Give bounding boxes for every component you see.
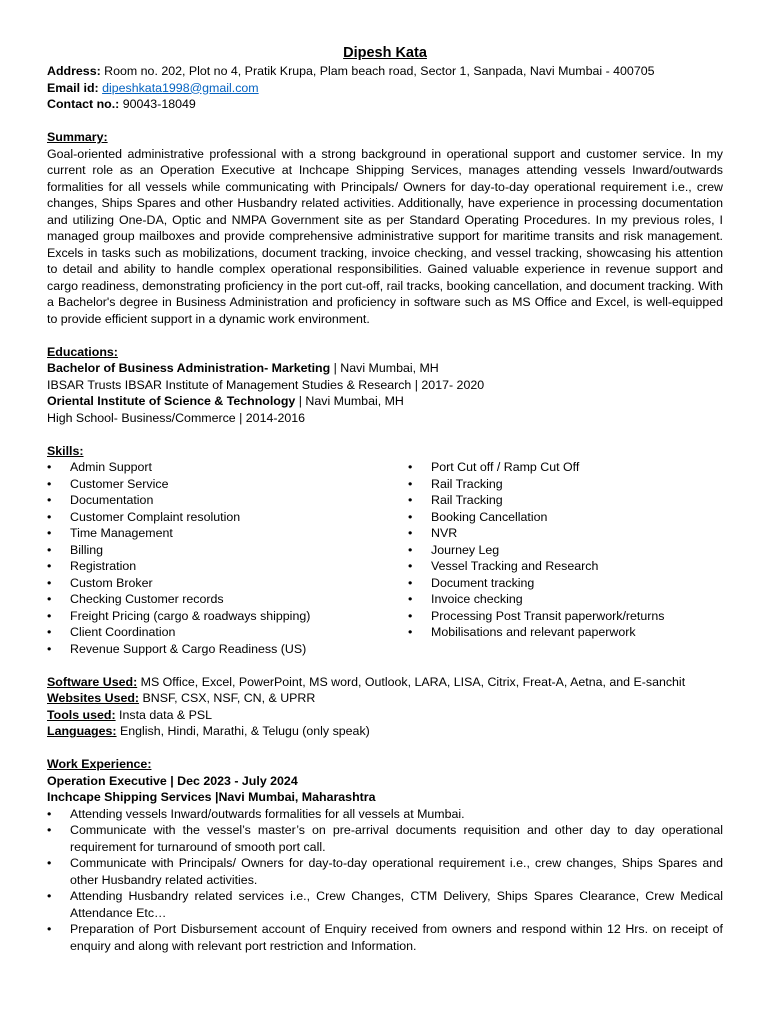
skill-item: • Time Management <box>47 525 408 542</box>
software-label: Software Used: <box>47 674 138 689</box>
skill-item: • Freight Pricing (cargo & roadways shipping) <box>47 608 408 625</box>
skills-left-column <box>47 459 408 657</box>
job-company: Inchcape Shipping Services |Navi Mumbai, Maharashtra <box>47 790 376 804</box>
email-label: Email id: <box>47 80 99 95</box>
skill-item: • Booking Cancellation <box>408 509 723 526</box>
languages-label: Languages: <box>47 724 117 738</box>
education-degree1 <box>47 360 723 377</box>
tools-line <box>47 707 723 724</box>
degree2-location: | Navi Mumbai, MH <box>295 394 404 408</box>
experience-heading: Work Experience: <box>47 757 152 771</box>
skills-columns <box>47 459 723 657</box>
languages-value: English, Hindi, Marathi, & Telugu (only speak) <box>116 724 370 738</box>
skill-item: • NVR <box>408 525 723 542</box>
job-bullet: • Preparation of Port Disbursement account of Enquiry received from owners and respond within 12 Hrs. on receipt of enquiry and along with relevant port restriction and Information. <box>47 921 723 954</box>
skill-item: • Rail Tracking <box>408 476 723 493</box>
skill-item: • Journey Leg <box>408 542 723 559</box>
websites-value: BNSF, CSX, NSF, CN, & UPRR <box>139 691 316 705</box>
degree2-detail: High School- Business/Commerce | 2014-2016 <box>47 410 306 425</box>
skill-item: • Rail Tracking <box>408 492 723 509</box>
software-line <box>47 674 723 691</box>
skills-right-column <box>408 459 723 657</box>
skill-item: • Document tracking <box>408 575 723 592</box>
skill-item: • Documentation <box>47 492 408 509</box>
contact-line <box>47 96 723 113</box>
websites-label: Websites Used: <box>47 691 140 705</box>
email-line <box>47 80 723 97</box>
contact-value: 90043-18049 <box>122 97 196 111</box>
skill-item: • Billing <box>47 542 408 559</box>
skill-item: • Revenue Support & Cargo Readiness (US) <box>47 641 408 658</box>
languages-line <box>47 723 723 740</box>
contact-label: Contact no.: <box>47 97 120 111</box>
job-bullet: • Attending Husbandry related services i.e., Crew Changes, CTM Delivery, Ships Spares Clearance, Crew Medical Attendance Etc… <box>47 888 723 921</box>
skill-item: • Checking Customer records <box>47 591 408 608</box>
education-degree2 <box>47 393 723 410</box>
skill-item: • Port Cut off / Ramp Cut Off <box>408 459 723 476</box>
job-bullet: • Communicate with the vessel’s master’s on pre-arrival documents requisition and other day to day operational requirement for turnaround of smooth port call. <box>47 822 723 855</box>
address-label: Address: <box>47 64 101 78</box>
candidate-name: Dipesh Kata <box>343 45 427 61</box>
skill-item: • Admin Support <box>47 459 408 476</box>
skill-item: • Custom Broker <box>47 575 408 592</box>
address-line <box>47 63 723 80</box>
degree1-location: | Navi Mumbai, MH <box>330 361 439 375</box>
job-bullets <box>47 806 723 955</box>
degree1-title: Bachelor of Business Administration- Marketing <box>47 361 331 375</box>
summary-text: Goal-oriented administrative professional with a strong background in operational support and customer service. In my current role as an Operation Executive at Inchcape Shipping Services, manages attending vessels Inward/outwards formalities for all vessels while communicating with Principals/ Owners for day-to-day operational requirement i.e., crew changes, Ships Spares and other Husbandry related activities. Additionally, have experience in processing documentation and utilizing One-DA, Optic and NMPA Government site as per Standard Operating Procedures. In my previous roles, I managed group mailboxes and provide comprehensive administrative support for maritime transits and risk management. Excels in tasks such as mobilizations, document tracking, invoice checking, and vessel tracking, showcasing his attention to detail and ability to handle complex operational responsibilities. Gained valuable experience in revenue support and cargo readiness, demonstrating proficiency in the port cut-off, rail tracks, booking cancellation, and document tracking. With a Bachelor's degree in Business Administration and proficiency in software such as MS Office and Excel, is well-equipped to provide efficient support in a dynamic work environment. <box>47 146 723 326</box>
job-bullet: • Attending vessels Inward/outwards formalities for all vessels at Mumbai. <box>47 806 723 823</box>
skills-right-list <box>408 459 723 641</box>
software-value: MS Office, Excel, PowerPoint, MS word, Outlook, LARA, LISA, Citrix, Freat-A, Aetna, and E-sanchit <box>137 674 686 689</box>
skill-item: • Vessel Tracking and Research <box>408 558 723 575</box>
skill-item: • Invoice checking <box>408 591 723 608</box>
job-bullet: • Communicate with Principals/ Owners for day-to-day operational requirement i.e., crew changes, Ships Spares and other Husbandry related activities. <box>47 855 723 888</box>
websites-line <box>47 690 723 707</box>
resume-page <box>47 44 723 954</box>
degree2-title: Oriental Institute of Science & Technology <box>47 394 296 408</box>
skill-item: • Customer Service <box>47 476 408 493</box>
skills-left-list <box>47 459 408 657</box>
skill-item: • Mobilisations and relevant paperwork <box>408 624 723 641</box>
education-heading: Educations: <box>47 344 118 359</box>
skills-heading: Skills: <box>47 443 84 458</box>
tools-label: Tools used: <box>47 707 116 722</box>
address-value: Room no. 202, Plot no 4, Pratik Krupa, Plam beach road, Sector 1, Sanpada, Navi Mumbai - 400705 <box>104 64 655 78</box>
skill-item: • Processing Post Transit paperwork/returns <box>408 608 723 625</box>
degree1-detail: IBSAR Trusts IBSAR Institute of Management Studies & Research | 2017- 2020 <box>47 377 485 392</box>
email-link[interactable]: dipeshkata1998@gmail.com <box>102 80 259 95</box>
skill-item: • Registration <box>47 558 408 575</box>
job-role: Operation Executive | Dec 2023 - July 2024 <box>47 773 298 788</box>
tools-value: Insta data & PSL <box>115 707 213 722</box>
skill-item: • Client Coordination <box>47 624 408 641</box>
summary-heading: Summary: <box>47 130 108 144</box>
skill-item: • Customer Complaint resolution <box>47 509 408 526</box>
